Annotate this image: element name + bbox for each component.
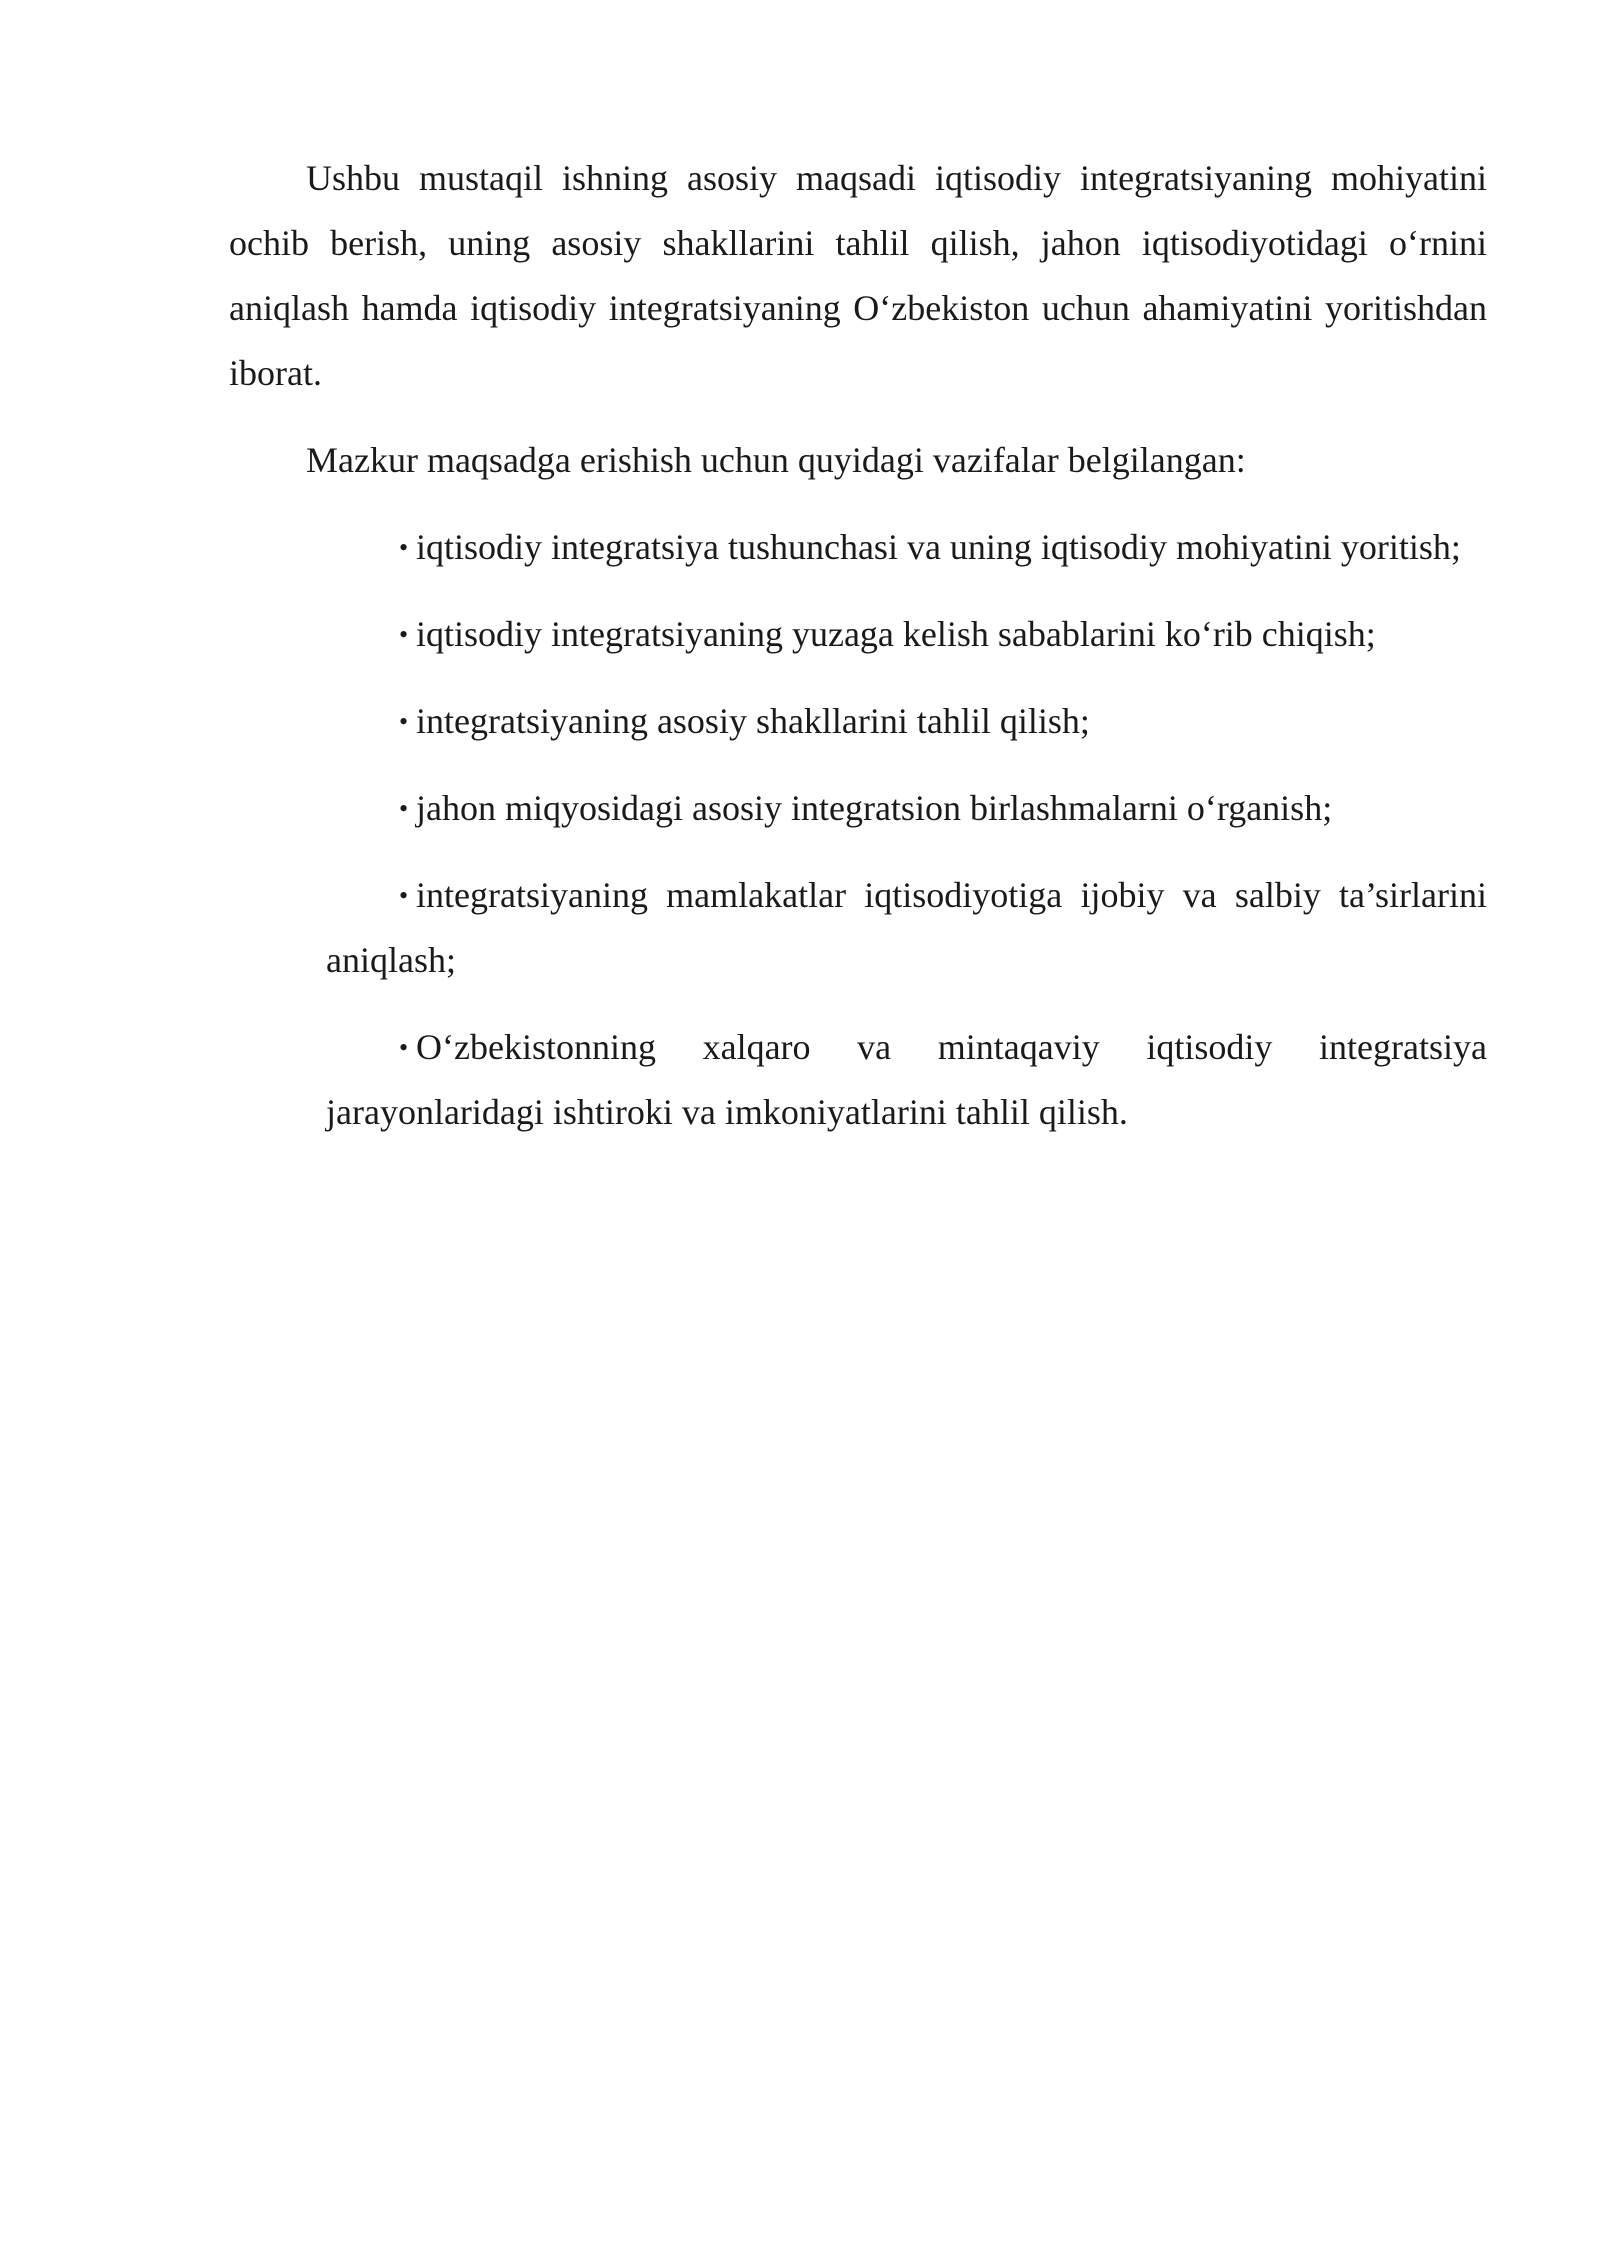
bullet-icon: • [399, 533, 409, 562]
list-item-text: O‘zbekistonning xalqaro va mintaqaviy iqtisodiy integratsiya jarayonlaridagi ishtiroki va imkoniyatlarini tahlil qilish. [326, 1027, 1487, 1132]
list-item [326, 863, 1487, 993]
bullet-icon: • [399, 1033, 409, 1062]
list-item-text: iqtisodiy integratsiyaning yuzaga kelish sabablarini ko‘rib chiqish; [416, 614, 1376, 654]
list-item [326, 776, 1487, 841]
purpose-paragraph: Ushbu mustaqil ishning asosiy maqsadi iqtisodiy integratsiyaning mohiyatini ochib berish, uning asosiy shakllarini tahlil qilish, jahon iqtisodiyotidagi o‘rnini aniqlash hamda iqtisodiy integratsiyaning O‘zbekiston uchun ahamiyatini yoritishdan iborat. [229, 158, 1487, 393]
task-list [326, 515, 1487, 1145]
list-item-text: iqtisodiy integratsiya tushunchasi va uning iqtisodiy mohiyatini yoritish; [416, 527, 1461, 567]
page-content [229, 146, 1487, 1167]
tasks-intro-paragraph: Mazkur maqsadga erishish uchun quyidagi vazifalar belgilangan: [306, 440, 1246, 480]
bullet-icon: • [399, 620, 409, 649]
bullet-icon: • [399, 881, 409, 910]
list-item [326, 1015, 1487, 1145]
list-item [326, 602, 1487, 667]
list-item-text: integratsiyaning asosiy shakllarini tahlil qilish; [416, 701, 1090, 741]
bullet-icon: • [399, 794, 409, 823]
list-item-text: jahon miqyosidagi asosiy integratsion birlashmalarni o‘rganish; [416, 788, 1333, 828]
list-item-text: integratsiyaning mamlakatlar iqtisodiyotiga ijobiy va salbiy ta’sirlarini aniqlash; [326, 875, 1487, 980]
list-item [326, 515, 1487, 580]
bullet-icon: • [399, 707, 409, 736]
list-item [326, 689, 1487, 754]
